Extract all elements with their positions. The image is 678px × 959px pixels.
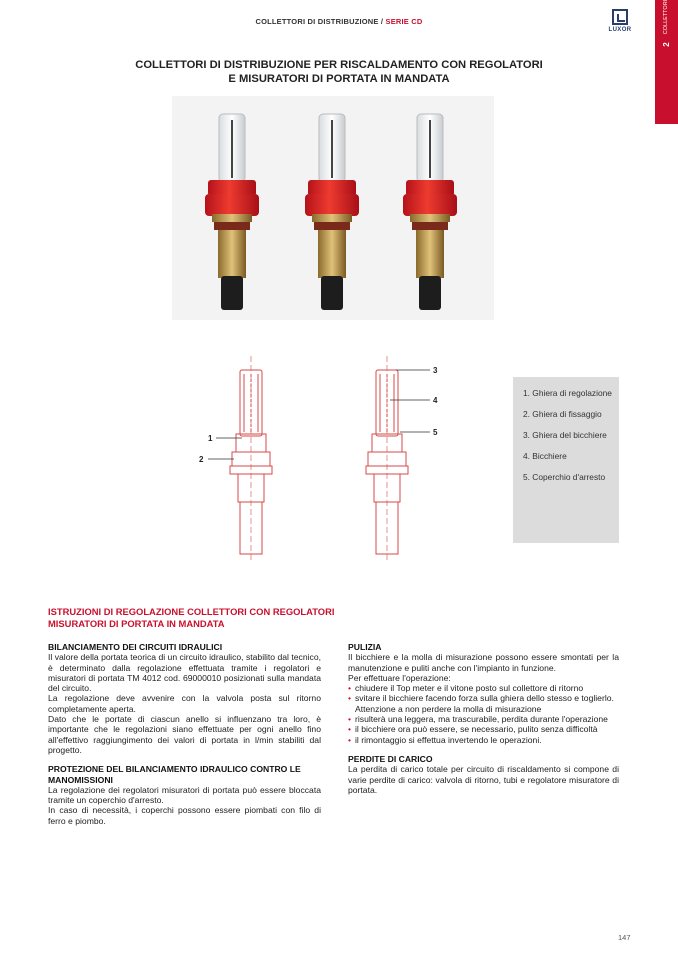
page-title-line2: E MISURATORI DI PORTATA IN MANDATA xyxy=(228,73,450,85)
callout-3: 3 xyxy=(433,366,438,375)
section-title: ISTRUZIONI DI REGOLAZIONE COLLETTORI CON REGOLATORI MISURATORI DI PORTATA IN MANDATA xyxy=(48,606,335,629)
logo-text: LUXOR xyxy=(608,27,632,33)
flow-meter-2 xyxy=(305,114,359,310)
right-column xyxy=(348,642,619,795)
brand-logo xyxy=(603,9,637,33)
page-title-line1: COLLETTORI DI DISTRIBUZIONE PER RISCALDAMENTO CON REGOLATORI xyxy=(135,59,543,71)
flow-meter-3 xyxy=(403,114,457,310)
product-photo xyxy=(172,96,494,320)
header-series: SERIE CD xyxy=(385,17,423,26)
drawing-meter-right xyxy=(366,356,408,562)
left-column xyxy=(48,642,321,826)
page-header xyxy=(0,17,678,26)
bullet-item: • chiudere il Top meter e il vitone posto sul collettore di ritorno xyxy=(348,683,619,693)
header-section: COLLETTORI DI DISTRIBUZIONE xyxy=(255,17,379,26)
paragraph: La regolazione dei regolatori misuratori di portata può essere bloccata tramite un coperchio d'arresto. xyxy=(48,784,321,806)
logo-icon xyxy=(612,9,628,25)
legend-item: 3. Ghiera del bicchiere xyxy=(523,430,607,440)
heading-bilanciamento: BILANCIAMENTO DEI CIRCUITI IDRAULICI xyxy=(48,642,223,652)
flow-meter-1 xyxy=(205,114,259,310)
legend-item: 4. Bicchiere xyxy=(523,451,567,461)
bullet-item: • il rimontaggio si effettua invertendo le operazioni. xyxy=(348,735,619,745)
chapter-tab-label: COLLETTORI xyxy=(663,0,669,35)
paragraph: Dato che le portate di ciascun anello si influenzano tra loro, è importante che le regolazioni siano effettuate per ogni anello fino all'effettivo raggiungimento dei valori di portata in l/min stabiliti dal progetto. xyxy=(48,714,321,755)
page-title xyxy=(0,58,678,86)
legend-box xyxy=(513,377,619,543)
heading-perdite: PERDITE DI CARICO xyxy=(348,753,433,764)
heading-protezione: PROTEZIONE DEL BILANCIAMENTO IDRAULICO CONTRO LE MANOMISSIONI xyxy=(48,764,301,785)
paragraph: La regolazione deve avvenire con la valvola posta sul ritorno completamente aperta. xyxy=(48,693,321,714)
callout-4: 4 xyxy=(433,396,438,405)
paragraph: In caso di necessità, i coperchi possono essere piombati con filo di ferro e piombo. xyxy=(48,805,321,826)
page-number: 147 xyxy=(618,933,631,942)
paragraph: Il valore della portata teorica di un circuito idraulico, stabilito dal tecnico, è determinato dalla regolazione effettuata tramite i regolatori e misuratori di portata TM 4012 cod. 69000010 posizionati sulla mandata del circuito. xyxy=(48,652,321,694)
callout-2: 2 xyxy=(199,455,204,464)
drawing-meter-left xyxy=(230,356,272,562)
paragraph: La perdita di carico totale per circuito di riscaldamento si compone di varie perdite di carico: valvola di ritorno, tubi e regolatore misuratore di portata. xyxy=(348,764,619,795)
paragraph: Il bicchiere e la molla di misurazione possono essere smontati per la manutenzione e puliti anche con l'impianto in funzione. xyxy=(348,652,619,673)
legend-item: 2. Ghiera di fissaggio xyxy=(523,409,602,419)
bullet-item: • risulterà una leggera, ma trascurabile, perdita durante l'operazione xyxy=(348,714,619,724)
technical-drawing xyxy=(190,356,450,562)
legend-item: 1. Ghiera di regolazione xyxy=(523,388,612,398)
legend-item: 5. Coperchio d'arresto xyxy=(523,472,606,482)
paragraph: Per effettuare l'operazione: xyxy=(348,672,451,683)
chapter-tab-number: 2 xyxy=(662,42,671,47)
callout-1: 1 xyxy=(208,434,213,443)
bullet-item: • il bicchiere ora può essere, se necessario, pulito senza difficoltà xyxy=(348,724,619,734)
bullet-item: • svitare il bicchiere facendo forza sulla ghiera dello stesso e toglierlo. Attenzione a non perdere la molla di misurazione xyxy=(348,693,619,714)
heading-pulizia: PULIZIA xyxy=(348,642,382,652)
callout-5: 5 xyxy=(433,428,438,437)
header-separator: / xyxy=(378,17,386,26)
